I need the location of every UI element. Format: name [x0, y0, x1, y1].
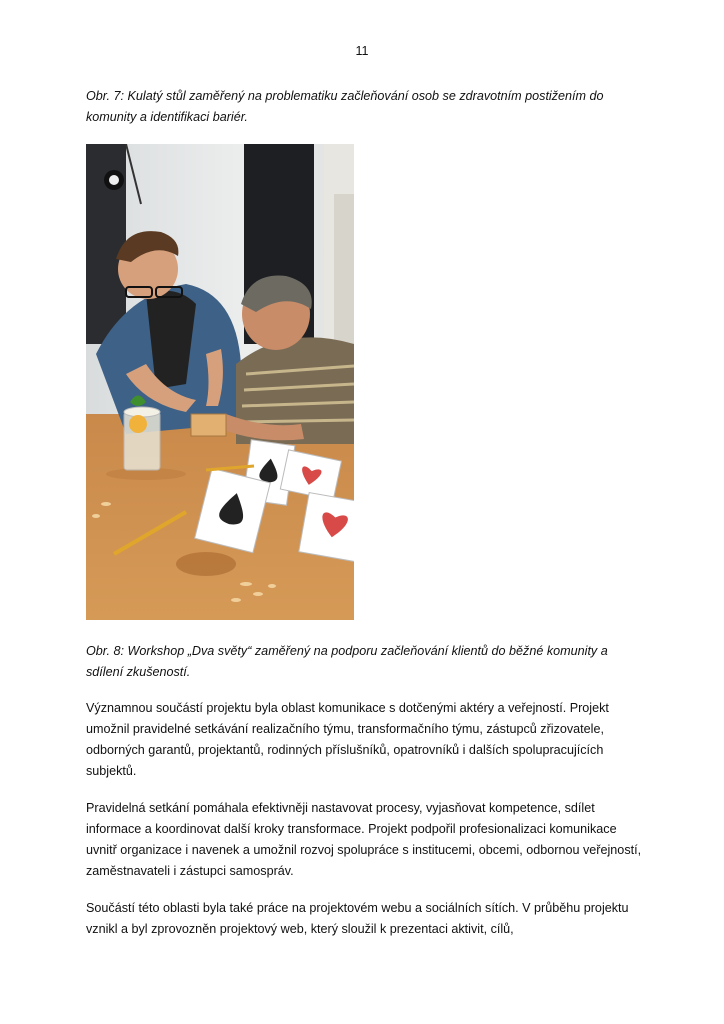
paragraph-communication: Významnou součástí projektu byla oblast komunikace s dotčenými aktéry a veřejností. Projekt umožnil pravidelné setkávání realizačního týmu, transformačního týmu, zástupců zřizovatele, odborných garantů, projektantů, rodinných příslušníků, opatrovníků i dalších spolupracujících subjektů. — [86, 701, 609, 778]
figure-8-caption: Obr. 8: Workshop „Dva světy“ zaměřený na podporu začleňování klientů do běžné komunity a sdílení zkušeností. — [86, 644, 608, 679]
paragraph-web: Součástí této oblasti byla také práce na projektovém webu a sociálních sítích. V průběhu projektu vznikl a byl zprovozněn projektový web, který sloužil k prezentaci aktivit, cílů, — [86, 901, 629, 936]
workshop-photo — [86, 144, 354, 620]
paragraph-meetings: Pravidelná setkání pomáhala efektivněji nastavovat procesy, vyjasňovat kompetence, sdílet informace a koordinovat další kroky transformace. Projekt podpořil profesionalizaci komunikace uvnitř organizace i navenek a umožnil rozvoj spolupráce s institucemi, obcemi, odbornou veřejností, zaměstnavateli i zástupci samospráv. — [86, 801, 642, 878]
page-number: 11 — [355, 44, 369, 58]
figure-7-caption: Obr. 7: Kulatý stůl zaměřený na problematiku začleňování osob se zdravotním postižením do komunity a identifikaci bariér. — [86, 89, 604, 124]
